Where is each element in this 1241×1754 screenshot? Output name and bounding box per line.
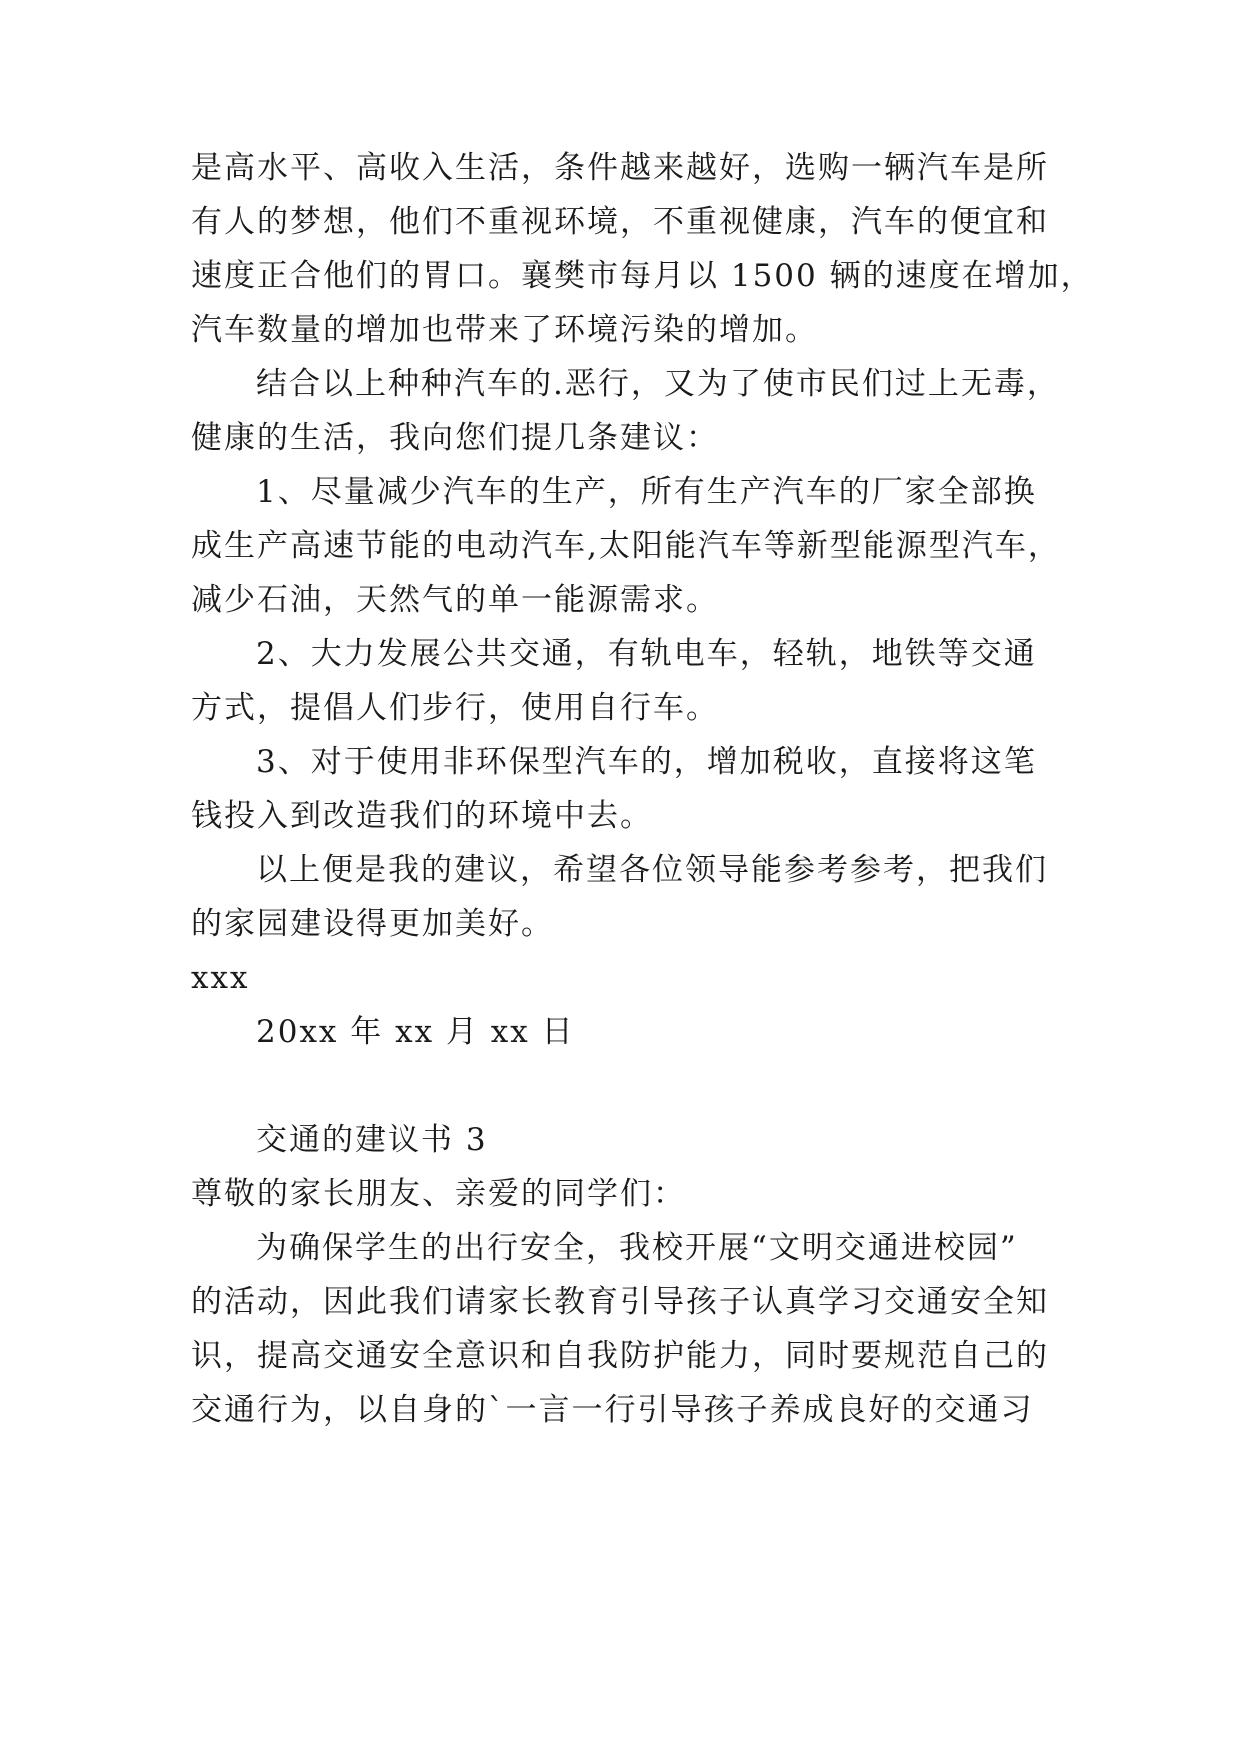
text-line: 速度正合他们的胃口。襄樊市每月以 1500 辆的速度在增加， <box>191 258 1094 294</box>
text-line: 是高水平、高收入生活，条件越来越好，选购一辆汽车是所 <box>191 150 1049 186</box>
text-line: 成生产高速节能的电动汽车,太阳能汽车等新型能源型汽车， <box>191 528 1061 564</box>
suggestion-item: 2、大力发展公共交通，有轨电车，轻轨，地铁等交通 <box>256 636 1037 672</box>
text-line: 识，提高交通安全意识和自我防护能力，同时要规范自己的 <box>191 1338 1049 1374</box>
section-title: 交通的建议书 3 <box>256 1122 488 1158</box>
text-line: 方式，提倡人们步行，使用自行车。 <box>191 690 719 726</box>
text-line: 为确保学生的出行安全，我校开展“文明交通进校园” <box>256 1230 1018 1266</box>
text-line: 交通行为，以自身的`一言一行引导孩子养成良好的交通习 <box>191 1392 1034 1428</box>
suggestion-item: 1、尽量减少汽车的生产，所有生产汽车的厂家全部换 <box>256 474 1037 510</box>
text-line: 汽车数量的增加也带来了环境污染的增加。 <box>191 312 818 348</box>
suggestion-item: 3、对于使用非环保型汽车的，增加税收，直接将这笔 <box>256 744 1037 780</box>
text-line: 减少石油，天然气的单一能源需求。 <box>191 582 719 618</box>
salutation: 尊敬的家长朋友、亲爱的同学们： <box>191 1176 686 1212</box>
text-line: 钱投入到改造我们的环境中去。 <box>191 798 653 834</box>
text-line: 的家园建设得更加美好。 <box>191 906 554 942</box>
text-line: 健康的生活，我向您们提几条建议： <box>191 420 719 456</box>
text-line: 以上便是我的建议，希望各位领导能参考参考，把我们 <box>256 852 1048 888</box>
signature: xxx <box>191 960 250 996</box>
date-line: 20xx 年 xx 月 xx 日 <box>256 1014 575 1050</box>
text-line: 的活动，因此我们请家长教育引导孩子认真学习交通安全知 <box>191 1284 1049 1320</box>
text-line: 结合以上种种汽车的.恶行，又为了使市民们过上无毒， <box>256 366 1060 402</box>
text-line: 有人的梦想，他们不重视环境，不重视健康，汽车的便宜和 <box>191 204 1049 240</box>
